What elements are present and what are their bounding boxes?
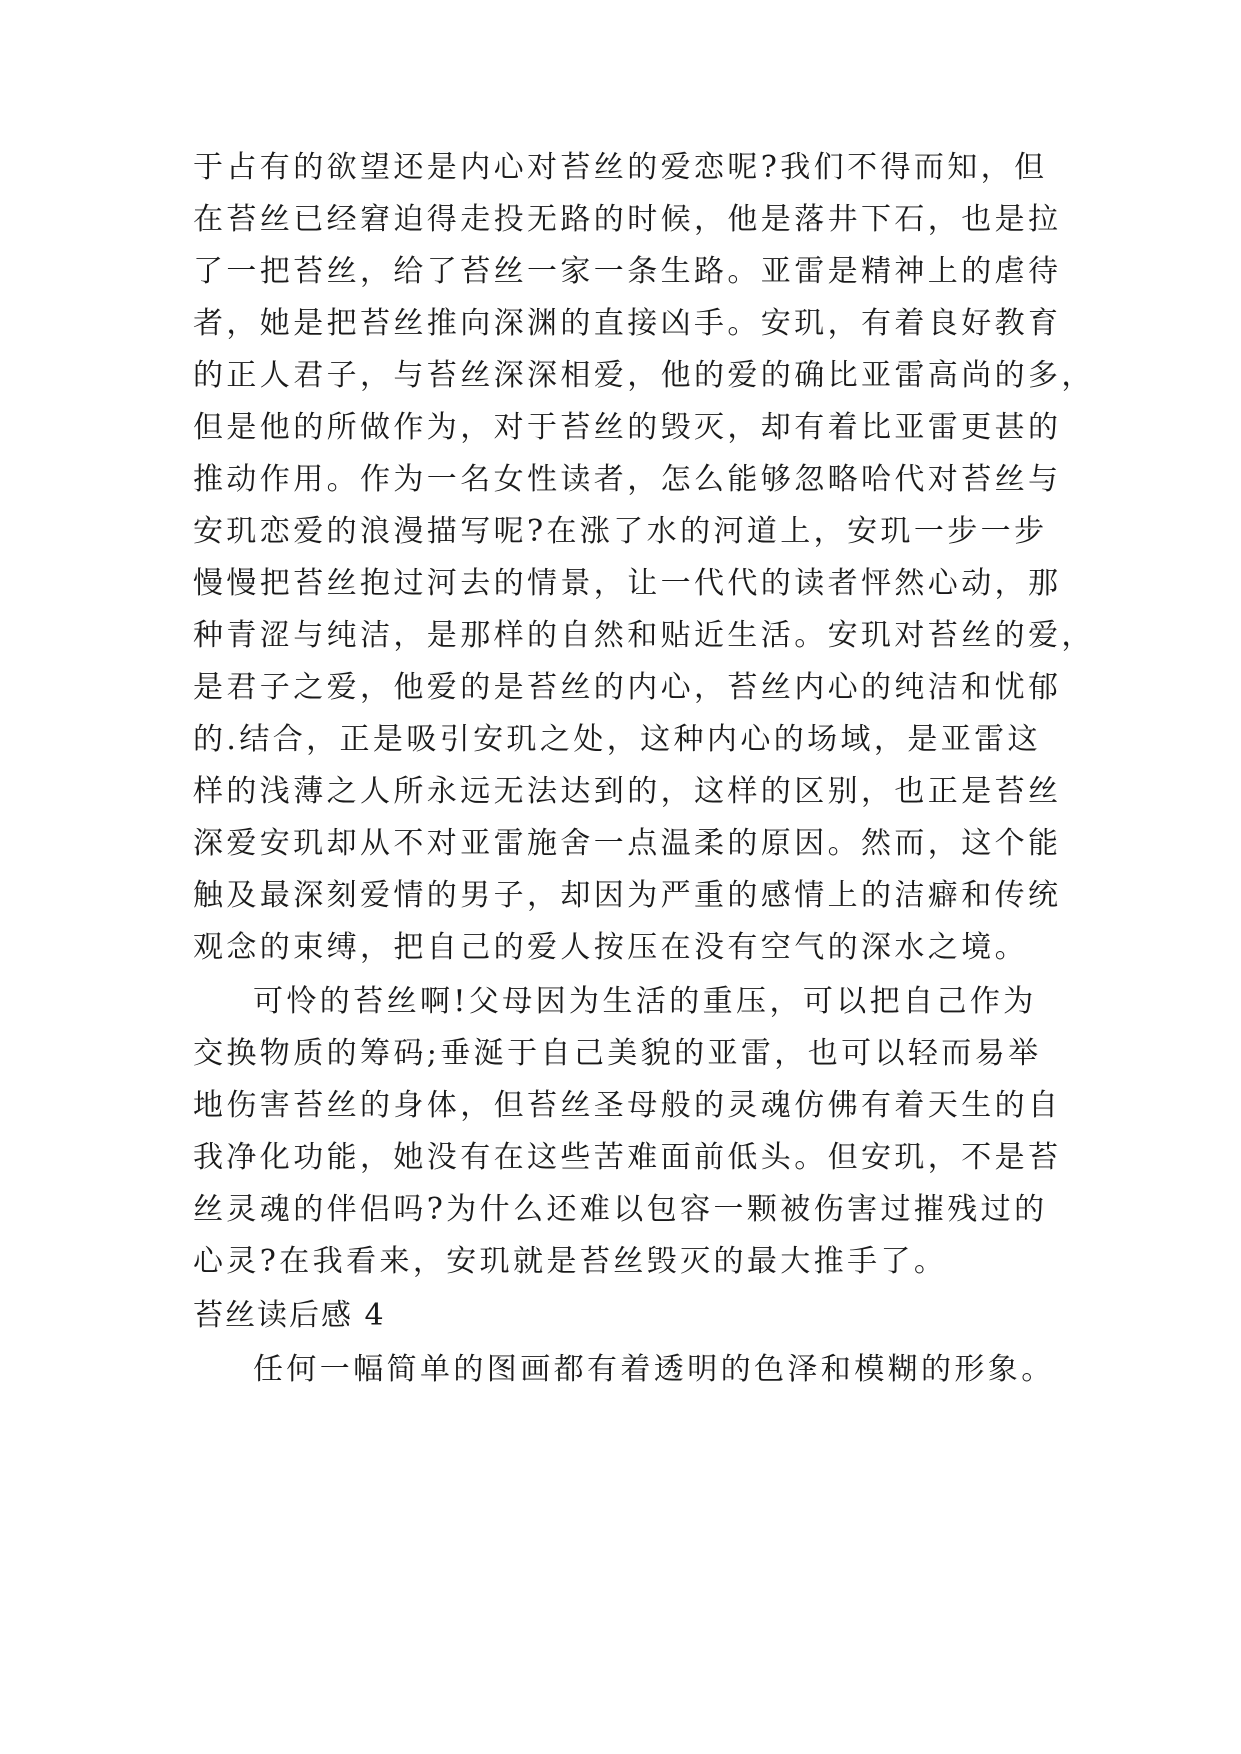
- body-text-line: 观念的束缚，把自己的爱人按压在没有空气的深水之境。: [193, 930, 1028, 965]
- body-text-line: 样的浅薄之人所永远无法达到的，这样的区别，也正是苔丝: [193, 774, 1062, 809]
- body-text-line: 推动作用。作为一名女性读者，怎么能够忽略哈代对苔丝与: [193, 462, 1062, 497]
- body-text-line: 者，她是把苔丝推向深渊的直接凶手。安玑，有着良好教育: [193, 306, 1062, 341]
- section-heading: 苔丝读后感 4: [193, 1298, 386, 1333]
- body-text-line: 的.结合，正是吸引安玑之处，这种内心的场域，是亚雷这: [193, 722, 1041, 757]
- body-text-line: 触及最深刻爱情的男子，却因为严重的感情上的洁癖和传统: [193, 878, 1062, 913]
- body-text-line: 地伤害苔丝的身体，但苔丝圣母般的灵魂仿佛有着天生的自: [193, 1088, 1062, 1123]
- paragraph-start-line: 可怜的苔丝啊!父母因为生活的重压，可以把自己作为: [253, 984, 1037, 1019]
- body-text-line: 是君子之爱，他爱的是苔丝的内心，苔丝内心的纯洁和忧郁: [193, 670, 1062, 705]
- body-text-line: 的正人君子，与苔丝深深相爱，他的爱的确比亚雷高尚的多，: [193, 358, 1095, 393]
- body-text-line: 了一把苔丝，给了苔丝一家一条生路。亚雷是精神上的虐待: [193, 254, 1062, 289]
- paragraph-start-line: 任何一幅简单的图画都有着透明的色泽和模糊的形象。: [253, 1352, 1055, 1387]
- body-text-line: 在苔丝已经窘迫得走投无路的时候，他是落井下石，也是拉: [193, 202, 1062, 237]
- body-text-line: 种青涩与纯洁，是那样的自然和贴近生活。安玑对苔丝的爱，: [193, 618, 1095, 653]
- body-text-line: 慢慢把苔丝抱过河去的情景，让一代代的读者怦然心动，那: [193, 566, 1062, 601]
- body-text-line: 但是他的所做作为，对于苔丝的毁灭，却有着比亚雷更甚的: [193, 410, 1062, 445]
- body-text-line: 于占有的欲望还是内心对苔丝的爱恋呢?我们不得而知，但: [193, 150, 1048, 185]
- body-text-line: 丝灵魂的伴侣吗?为什么还难以包容一颗被伤害过摧残过的: [193, 1192, 1048, 1227]
- body-text-line: 交换物质的筹码;垂涎于自己美貌的亚雷，也可以轻而易举: [193, 1036, 1042, 1071]
- body-text-line: 深爱安玑却从不对亚雷施舍一点温柔的原因。然而，这个能: [193, 826, 1062, 861]
- body-text-line: 安玑恋爱的浪漫描写呢?在涨了水的河道上，安玑一步一步: [193, 514, 1048, 549]
- body-text-line: 我净化功能，她没有在这些苦难面前低头。但安玑，不是苔: [193, 1140, 1062, 1175]
- body-text-line: 心灵?在我看来，安玑就是苔丝毁灭的最大推手了。: [193, 1244, 948, 1279]
